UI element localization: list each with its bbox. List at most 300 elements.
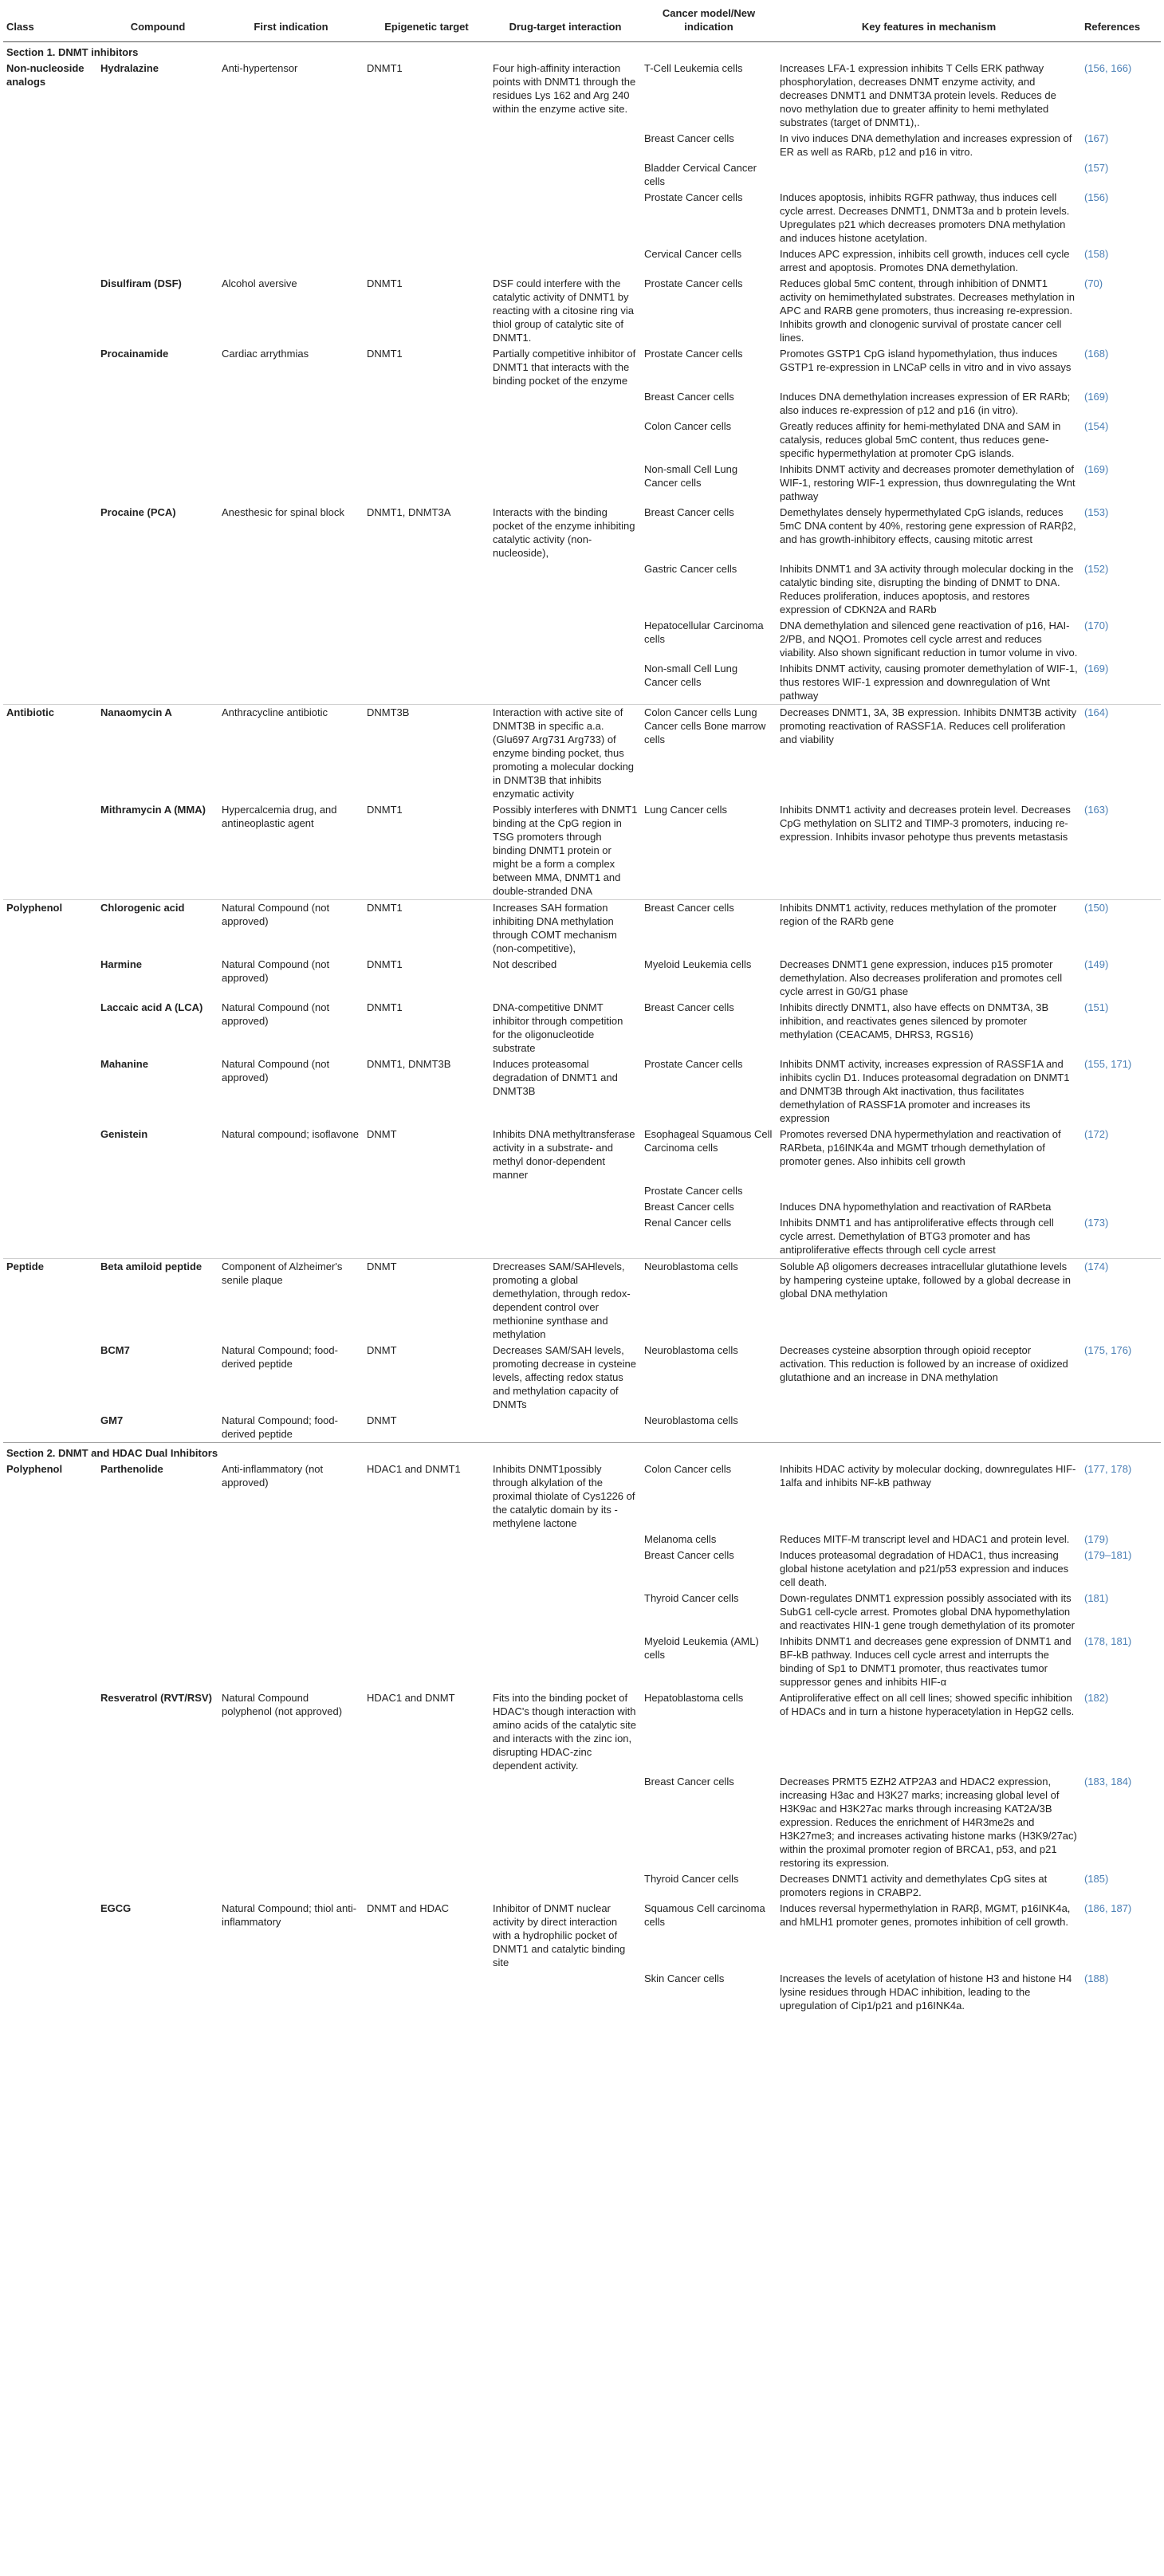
header-references: References (1081, 3, 1161, 42)
cell-drug-target-interaction (490, 1971, 641, 2014)
cell-first-indication (218, 462, 364, 505)
cell-compound (97, 561, 218, 618)
cell-epigenetic-target: DNMT1, DNMT3A (367, 506, 451, 518)
cell-epigenetic-target (364, 190, 490, 246)
cell-first-indication (218, 389, 364, 419)
cell-cancer-model: Breast Cancer cells (644, 1201, 734, 1213)
cell-references: (174) (1081, 1259, 1161, 1343)
cell-drug-target-interaction: Increases SAH formation inhibiting DNA methylation through COMT mechanism (non-competitive), (490, 900, 641, 958)
cell-key-features: Antiproliferative effect on all cell lines; showed specific inhibition of HDACs and in turn a histone hyperacetylation in HepG2 cells. (780, 1692, 1075, 1717)
cell-compound (97, 1774, 218, 1871)
cell-key-features: Decreases DNMT1, 3A, 3B expression. Inhibits DNMT3B activity promoting reactivation of RASSF1A. Reduces cell proliferation and viability (777, 705, 1081, 803)
table-row (3, 1774, 1161, 1871)
section-title: Section 2. DNMT and HDAC Dual Inhibitors (3, 1443, 1161, 1462)
cell-class (3, 389, 97, 419)
table-row (3, 1000, 1161, 1056)
cell-compound: Mithramycin A (MMA) (100, 804, 206, 816)
cell-cancer-model: Breast Cancer cells (644, 391, 734, 403)
cell-class (3, 462, 97, 505)
cell-first-indication (218, 1199, 364, 1215)
cell-class: Non-nucleoside analogs (6, 62, 85, 88)
cell-compound: Genistein (100, 1128, 148, 1140)
cell-class (3, 1634, 97, 1690)
cell-epigenetic-target: DNMT1 (367, 958, 403, 970)
cell-class (3, 1591, 97, 1634)
cell-drug-target-interaction (490, 160, 641, 190)
cell-key-features: Increases the levels of acetylation of histone H3 and histone H4 lysine residues through HDAC inhibition, leading to the upregulation of Cip1/p21 and p16INK4a. (780, 1972, 1072, 2012)
cell-epigenetic-target (364, 160, 490, 190)
cell-class (3, 561, 97, 618)
cell-cancer-model: Skin Cancer cells (644, 1972, 725, 1984)
table-row (3, 246, 1161, 276)
cell-cancer-model: Squamous Cell carcinoma cells (644, 1902, 765, 1928)
table-row (3, 1215, 1161, 1259)
cell-compound: Procaine (PCA) (100, 506, 176, 518)
cell-class (3, 1000, 97, 1056)
table-row (3, 561, 1161, 618)
cell-key-features: Inhibits DNMT activity, increases expression of RASSF1A and inhibits cyclin D1. Induces proteasomal degradation on DNMT1 and DNMT3B through Akt inactivation, thus facilitates demethylation of RASSF1A promoter and increases its expression (780, 1058, 1070, 1124)
cell-references: (157) (1084, 162, 1109, 174)
cell-first-indication (218, 160, 364, 190)
cell-compound (97, 618, 218, 661)
cell-key-features: Promotes GSTP1 CpG island hypomethylation, thus induces GSTP1 re-expression in LNCaP cells in vitro and in vivo assays (780, 348, 1072, 373)
cell-key-features: Reduces global 5mC content, through inhibition of DNMT1 activity on hemimethylated substrates. Decreases methylation in APC and RARB gene promoters, thus increasing re-expression. Inhibits growth and clonogenic survival of prostate cancer cell lines. (780, 277, 1075, 344)
cell-cancer-model: Non-small Cell Lung Cancer cells (644, 663, 738, 688)
cell-drug-target-interaction: Not described (493, 958, 557, 970)
cell-key-features: Decreases DNMT1 gene expression, induces p15 promoter demethylation. Also decreases proliferation and promotes cell cycle arrest in G0/G1 phase (780, 958, 1063, 997)
cell-cancer-model: Renal Cancer cells (644, 1217, 732, 1229)
cell-epigenetic-target (364, 1871, 490, 1901)
cell-cancer-model: Non-small Cell Lung Cancer cells (644, 463, 738, 489)
cell-compound (97, 419, 218, 462)
cell-class: Polyphenol (3, 900, 97, 958)
cell-references: (183, 184) (1084, 1776, 1132, 1787)
cell-key-features: Induces DNA hypomethylation and reactivation of RARbeta (780, 1201, 1052, 1213)
cell-references: (179–181) (1084, 1549, 1132, 1561)
cell-first-indication (218, 1971, 364, 2014)
cell-first-indication (218, 1591, 364, 1634)
table-row (3, 900, 1161, 958)
cell-references: (188) (1084, 1972, 1109, 1984)
cell-cancer-model: Breast Cancer cells (644, 1549, 734, 1561)
cell-first-indication (218, 1871, 364, 1901)
cell-compound: Procainamide (100, 348, 169, 360)
cell-class (3, 661, 97, 705)
cell-drug-target-interaction (490, 1774, 641, 1871)
cell-first-indication (218, 561, 364, 618)
cell-key-features: Induces APC expression, inhibits cell growth, induces cell cycle arrest and apoptosis. Promotes DNA demethylation. (780, 248, 1070, 273)
cell-references: (173) (1084, 1217, 1109, 1229)
cell-epigenetic-target (364, 661, 490, 705)
cell-class (3, 505, 97, 561)
cell-class (3, 1056, 97, 1127)
cell-key-features (777, 160, 1081, 190)
table-row (3, 661, 1161, 705)
cell-epigenetic-target (364, 131, 490, 160)
cell-class (3, 346, 97, 389)
table-body (3, 42, 1161, 2015)
cell-cancer-model: Colon Cancer cells Lung Cancer cells Bone marrow cells (641, 705, 777, 803)
table-row (3, 618, 1161, 661)
cell-epigenetic-target: DNMT (367, 1414, 397, 1426)
cell-cancer-model: T-Cell Leukemia cells (644, 62, 743, 74)
cell-key-features: Decreases cysteine absorption through opioid receptor activation. This reduction is followed by an increase of oxidized glutathione and an increase in DNA methylation (780, 1344, 1068, 1383)
cell-cancer-model: Thyroid Cancer cells (644, 1873, 739, 1885)
cell-key-features (777, 1183, 1081, 1199)
cell-compound (97, 1971, 218, 2014)
cell-cancer-model: Melanoma cells (644, 1533, 717, 1545)
table-row (3, 1199, 1161, 1215)
cell-drug-target-interaction (490, 661, 641, 705)
cell-class (3, 419, 97, 462)
cell-compound (97, 160, 218, 190)
table-row (3, 160, 1161, 190)
cell-compound (97, 246, 218, 276)
cell-first-indication: Natural Compound (not approved) (222, 1001, 330, 1027)
cell-key-features: Inhibits DNMT activity, causing promoter demethylation of WIF-1, thus restores WIF-1 expression and downregulation of Wnt pathway (780, 663, 1078, 702)
cell-first-indication (218, 1532, 364, 1548)
cell-class: Antibiotic (3, 705, 97, 803)
cell-cancer-model: Breast Cancer cells (641, 900, 777, 958)
cell-class (3, 802, 97, 900)
cell-epigenetic-target: DNMT1, DNMT3B (367, 1058, 451, 1070)
cell-references: (169) (1084, 391, 1109, 403)
cell-compound (97, 1199, 218, 1215)
cell-cancer-model: Prostate Cancer cells (644, 1185, 743, 1197)
table-row (3, 1634, 1161, 1690)
cell-epigenetic-target (364, 618, 490, 661)
table-row (3, 1901, 1161, 1971)
cell-first-indication (218, 1774, 364, 1871)
cell-class (3, 1971, 97, 2014)
table-row (3, 1532, 1161, 1548)
table-row (3, 1461, 1161, 1532)
cell-first-indication (218, 190, 364, 246)
header-key-features: Key features in mechanism (777, 3, 1081, 42)
cell-cancer-model: Esophageal Squamous Cell Carcinoma cells (644, 1128, 773, 1154)
cell-references (1081, 1199, 1161, 1215)
cell-key-features: Reduces MITF-M transcript level and HDAC1 and protein level. (780, 1533, 1070, 1545)
cell-first-indication (218, 1634, 364, 1690)
cell-compound: Parthenolide (100, 1463, 163, 1475)
cell-class: Polyphenol (6, 1463, 63, 1475)
cell-first-indication (218, 131, 364, 160)
cell-references: (152) (1084, 563, 1109, 575)
cell-cancer-model: Prostate Cancer cells (644, 191, 743, 203)
cell-drug-target-interaction: Inhibitor of DNMT nuclear activity by direct interaction with a hydrophilic pocket of DNMT1 and catalytic binding site (493, 1902, 626, 1968)
cell-cancer-model: Myeloid Leukemia cells (644, 958, 752, 970)
cell-class (3, 1690, 97, 1774)
cell-key-features: Increases LFA-1 expression inhibits T Cells ERK pathway phosphorylation, decreases DNMT enzyme activity, and decreases DNMT1 and DNMT3A protein levels. Reduces de novo methylation due to greater affinity to hemi methylated substrates (target of DNMT1),. (780, 62, 1056, 128)
cell-class (3, 1548, 97, 1591)
table-row (3, 1056, 1161, 1127)
cell-drug-target-interaction (490, 389, 641, 419)
header-class: Class (3, 3, 97, 42)
cell-drug-target-interaction (490, 190, 641, 246)
cell-compound (97, 389, 218, 419)
cell-epigenetic-target (364, 246, 490, 276)
cell-cancer-model: Hepatoblastoma cells (644, 1692, 744, 1704)
table-row (3, 61, 1161, 131)
cell-references: (155, 171) (1084, 1058, 1132, 1070)
cell-compound: EGCG (100, 1902, 132, 1914)
header-compound: Compound (97, 3, 218, 42)
cell-epigenetic-target: DNMT1 (367, 277, 403, 289)
cell-drug-target-interaction (490, 618, 641, 661)
cell-cancer-model: Bladder Cervical Cancer cells (644, 162, 757, 187)
cell-class (3, 246, 97, 276)
cell-first-indication (218, 1215, 364, 1259)
cell-cancer-model: Lung Cancer cells (644, 804, 728, 816)
cell-compound: Nanaomycin A (97, 705, 218, 803)
cell-references (1081, 1183, 1161, 1199)
cell-drug-target-interaction: Four high-affinity interaction points with DNMT1 through the residues Lys 162 and Arg 240 within the enzyme active site. (493, 62, 636, 115)
cell-compound (97, 131, 218, 160)
cell-key-features: Decreases PRMT5 EZH2 ATP2A3 and HDAC2 expression, increasing H3ac and H3K27 marks; increasing global level of H3K9ac and H3K27ac marks through increasing KAT2A/3B expression. Reduces the enrichment of H4R3me2s and H3K27me3; and increases activating histone marks (H3K9/27ac) within the proximal promoter region of BRCA1, p53, and p21 restoring its expression. (780, 1776, 1077, 1869)
cell-references: (168) (1084, 348, 1109, 360)
cell-drug-target-interaction: Interacts with the binding pocket of the enzyme inhibiting catalytic activity (non-nucleoside), (493, 506, 635, 559)
cell-drug-target-interaction (490, 561, 641, 618)
cell-references: (158) (1084, 248, 1109, 260)
cell-first-indication (218, 1548, 364, 1591)
cell-epigenetic-target: HDAC1 and DNMT1 (367, 1463, 461, 1475)
cell-cancer-model: Cervical Cancer cells (644, 248, 742, 260)
cell-key-features: Inhibits DNMT1 activity and decreases protein level. Decreases CpG methylation on SLIT2 and TIMP-3 promoters, inducing re-expression. Inhibits invasor pehotype thus prevents metastasis (780, 804, 1071, 843)
cell-references: (175, 176) (1084, 1344, 1132, 1356)
cell-key-features: Induces DNA demethylation increases expression of ER RARb; also induces re-expression of p12 and p16 (in vitro). (780, 391, 1071, 416)
table-row (3, 389, 1161, 419)
cell-compound: Disulfiram (DSF) (100, 277, 182, 289)
cell-cancer-model: Thyroid Cancer cells (644, 1592, 739, 1604)
cell-key-features: Induces apoptosis, inhibits RGFR pathway, thus induces cell cycle arrest. Decreases DNMT1, DNMT3a and b protein levels. Upregulates p21 which decreases promoters DNA methylation and induces histone acetylation. (780, 191, 1070, 244)
cell-class (3, 1127, 97, 1183)
cell-epigenetic-target (364, 1548, 490, 1591)
table-row (3, 1343, 1161, 1413)
cell-compound (97, 1591, 218, 1634)
cell-references: (177, 178) (1084, 1463, 1132, 1475)
table-row (3, 1127, 1161, 1183)
cell-references: (186, 187) (1084, 1902, 1132, 1914)
cell-class (3, 160, 97, 190)
cell-cancer-model: Neuroblastoma cells (644, 1344, 738, 1356)
cell-first-indication: Anti-hypertensor (222, 62, 298, 74)
cell-epigenetic-target (364, 1634, 490, 1690)
cell-key-features: Inhibits DNMT1 and has antiproliferative effects through cell cycle arrest. Demethylation of BTG3 promoter and has antiproliferative effects through cell cycle arrest (780, 1217, 1054, 1256)
cell-cancer-model: Breast Cancer cells (644, 1001, 734, 1013)
table-row (3, 505, 1161, 561)
cell-drug-target-interaction: Inhibits DNMT1possibly through alkylation of the proximal thiolate of Cys1226 of the catalytic domain by its -methylene lactone (493, 1463, 635, 1529)
cell-references: (149) (1084, 958, 1109, 970)
table-row (3, 1183, 1161, 1199)
cell-drug-target-interaction: Interaction with active site of DNMT3B in specific a.a. (Glu697 Arg731 Arg733) of enzyme binding pocket, thus promoting a molecular docking in DNMT3B that inhibits enzymatic activity (490, 705, 641, 803)
cell-key-features: Induces proteasomal degradation of HDAC1, thus increasing global histone acetylation and p21/p53 expression and induces cell death. (780, 1549, 1069, 1588)
cell-epigenetic-target: DNMT1 (367, 804, 403, 816)
cell-epigenetic-target (364, 419, 490, 462)
cell-drug-target-interaction: Inhibits DNA methyltransferase activity in a substrate- and methyl donor-dependent manner (493, 1128, 635, 1181)
cell-epigenetic-target (364, 1215, 490, 1259)
cell-key-features: Inhibits DNMT1 activity, reduces methylation of the promoter region of the RARb gene (777, 900, 1081, 958)
cell-class (3, 1901, 97, 1971)
cell-key-features: Down-regulates DNMT1 expression possibly associated with its SubG1 cell-cycle arrest. Promotes global DNA hypomethylation and reactivates HIN-1 gene trough demethylation of its promoter (780, 1592, 1075, 1631)
cell-epigenetic-target (364, 1532, 490, 1548)
cell-epigenetic-target: HDAC1 and DNMT (367, 1692, 455, 1704)
cell-key-features: Soluble Aβ oligomers decreases intracellular glutathione levels by hampering cysteine uptake, followed by a global decrease in global DNA methylation (777, 1259, 1081, 1343)
table-row (3, 957, 1161, 1000)
cell-first-indication: Hypercalcemia drug, and antineoplastic agent (222, 804, 337, 829)
cell-epigenetic-target: DNMT (364, 1259, 490, 1343)
cell-first-indication: Natural compound; isoflavone (222, 1128, 359, 1140)
cell-key-features: Promotes reversed DNA hypermethylation and reactivation of RARbeta, p16INK4a and MGMT trhough demethylation of promoter genes. Also inhibits cell growth (780, 1128, 1061, 1167)
cell-compound (97, 1532, 218, 1548)
cell-drug-target-interaction: DSF could interfere with the catalytic activity of DNMT1 by reacting with a citosine ring via thiol group of catalytic site of DNMT1. (493, 277, 635, 344)
cell-references: (169) (1084, 663, 1109, 674)
cell-references: (150) (1081, 900, 1161, 958)
cell-compound: Harmine (100, 958, 143, 970)
cell-compound: Hydralazine (100, 62, 159, 74)
cell-key-features: Inhibits DNMT activity and decreases promoter demethylation of WIF-1, restoring WIF-1 expression, thus downregulating the Wnt pathway (780, 463, 1076, 502)
cell-compound (97, 1634, 218, 1690)
cell-references: (181) (1084, 1592, 1109, 1604)
cell-epigenetic-target (364, 1199, 490, 1215)
cell-first-indication: Natural Compound; thiol anti-inflammatory (222, 1902, 357, 1928)
cell-drug-target-interaction (490, 131, 641, 160)
cell-cancer-model: Prostate Cancer cells (644, 1058, 743, 1070)
cell-first-indication: Natural Compound; food-derived peptide (222, 1414, 338, 1440)
cell-first-indication: Natural Compound; food-derived peptide (222, 1344, 338, 1370)
cell-first-indication (218, 661, 364, 705)
cell-drug-target-interaction: Partially competitive inhibitor of DNMT1 that interacts with the binding pocket of the enzyme (493, 348, 636, 387)
cell-class (3, 1774, 97, 1871)
cell-key-features: In vivo induces DNA demethylation and increases expression of ER as well as RARb, p12 and p16 in vitro. (780, 132, 1072, 158)
section-title: Section 1. DNMT inhibitors (6, 46, 139, 58)
cell-class (3, 1532, 97, 1548)
cell-epigenetic-target: DNMT3B (364, 705, 490, 803)
cell-first-indication (218, 1183, 364, 1199)
table-row (3, 1971, 1161, 2014)
cell-drug-target-interaction (490, 1591, 641, 1634)
cell-epigenetic-target: DNMT1 (367, 1001, 403, 1013)
cell-cancer-model: Neuroblastoma cells (641, 1259, 777, 1343)
cell-drug-target-interaction: Decreases SAM/SAH levels, promoting decrease in cysteine levels, affecting redox status and methylation capacity of DNMTs (493, 1344, 636, 1410)
cell-compound (97, 1215, 218, 1259)
cell-class (3, 957, 97, 1000)
cell-first-indication: Natural Compound polyphenol (not approved) (222, 1692, 343, 1717)
cell-class (3, 190, 97, 246)
cell-references: (70) (1084, 277, 1103, 289)
cell-cancer-model: Neuroblastoma cells (644, 1414, 738, 1426)
cell-epigenetic-target (364, 1591, 490, 1634)
table-row (3, 802, 1161, 900)
cell-drug-target-interaction (490, 1413, 641, 1443)
cell-epigenetic-target: DNMT1 (367, 348, 403, 360)
cell-epigenetic-target (364, 1774, 490, 1871)
cell-references: (169) (1084, 463, 1109, 475)
cell-references (1081, 1413, 1161, 1443)
header-first-indication: First indication (218, 3, 364, 42)
cell-references: (185) (1084, 1873, 1109, 1885)
cell-epigenetic-target (364, 1971, 490, 2014)
cell-first-indication: Anthracycline antibiotic (218, 705, 364, 803)
table-row (3, 705, 1161, 803)
cell-references: (156) (1084, 191, 1109, 203)
cell-drug-target-interaction (490, 419, 641, 462)
table-row (3, 276, 1161, 346)
cell-compound: Laccaic acid A (LCA) (100, 1001, 203, 1013)
cell-drug-target-interaction (490, 246, 641, 276)
cell-cancer-model: Colon Cancer cells (644, 420, 732, 432)
cell-references: (178, 181) (1084, 1635, 1132, 1647)
cell-first-indication: Component of Alzheimer's senile plaque (218, 1259, 364, 1343)
cell-compound: Resveratrol (RVT/RSV) (100, 1692, 212, 1704)
cell-compound (97, 1548, 218, 1591)
cell-compound (97, 1183, 218, 1199)
table-row (3, 1871, 1161, 1901)
cell-first-indication: Cardiac arrythmias (222, 348, 309, 360)
cell-compound (97, 190, 218, 246)
cell-class (3, 1215, 97, 1259)
cell-drug-target-interaction (490, 1183, 641, 1199)
cell-epigenetic-target: DNMT1 (364, 900, 490, 958)
cell-drug-target-interaction (490, 1532, 641, 1548)
header-row (3, 3, 1161, 42)
cell-epigenetic-target: DNMT1 (367, 62, 403, 74)
cell-cancer-model: Hepatocellular Carcinoma cells (644, 619, 764, 645)
cell-epigenetic-target (364, 462, 490, 505)
cell-key-features: DNA demethylation and silenced gene reactivation of p16, HAI-2/PB, and NQO1. Promotes cell cycle arrest and reduces viability. Also shown significant reduction in tumor volume in vivo. (780, 619, 1078, 659)
cell-references: (179) (1084, 1533, 1109, 1545)
cell-first-indication (218, 246, 364, 276)
cell-first-indication: Natural Compound (not approved) (222, 958, 330, 984)
cell-key-features: Inhibits DNMT1 and 3A activity through molecular docking in the catalytic binding site, disrupting the binding of DNMT to DNA. Reduces proliferation, induces apoptosis, and restores expression of CDKN2A and RARb (780, 563, 1074, 615)
cell-class (3, 1413, 97, 1443)
cell-key-features: Decreases DNMT1 activity and demethylates CpG sites at promoters regions in CRABP2. (780, 1873, 1048, 1898)
cell-references: (167) (1084, 132, 1109, 144)
cell-references: (182) (1084, 1692, 1109, 1704)
cell-drug-target-interaction (490, 1215, 641, 1259)
cell-drug-target-interaction: DNA-competitive DNMT inhibitor through competition for the oligonucleotide substrate (493, 1001, 623, 1054)
cell-class (3, 1871, 97, 1901)
section-1-header (3, 42, 1161, 61)
table-row (3, 1413, 1161, 1443)
cell-key-features: Greatly reduces affinity for hemi-methylated DNA and SAM in catalysis, reduces global 5mC content, thus reduces gene-specific hypermethylation at promoter CpG islands. (780, 420, 1061, 459)
table-row (3, 1548, 1161, 1591)
cell-class (3, 131, 97, 160)
table-row (3, 131, 1161, 160)
cell-drug-target-interaction: Possibly interferes with DNMT1 binding at the CpG region in TSG promoters through binding DNMT1 protein or might be a form a complex between MMA, DNMT1 and double-stranded DNA (493, 804, 638, 897)
cell-drug-target-interaction: Drecreases SAM/SAHlevels, promoting a global demethylation, through redox-dependent control over methionine synthase and methylation (490, 1259, 641, 1343)
cell-key-features: Induces reversal hypermethylation in RARβ, MGMT, p16INK4a, and hMLH1 promoter genes, promotes inhibition of cell growth. (780, 1902, 1071, 1928)
header-cancer-model: Cancer model/New indication (641, 3, 777, 42)
table-row (3, 419, 1161, 462)
cell-first-indication (218, 618, 364, 661)
cell-class (3, 1343, 97, 1413)
cell-class: Peptide (3, 1259, 97, 1343)
compound-table (3, 3, 1161, 2014)
cell-drug-target-interaction (490, 1199, 641, 1215)
cell-cancer-model: Myeloid Leukemia (AML) cells (644, 1635, 759, 1661)
table-row (3, 462, 1161, 505)
cell-cancer-model: Breast Cancer cells (644, 506, 734, 518)
table-row (3, 346, 1161, 389)
cell-epigenetic-target (364, 1183, 490, 1199)
cell-first-indication: Alcohol aversive (222, 277, 297, 289)
cell-compound: Mahanine (100, 1058, 148, 1070)
cell-compound (97, 661, 218, 705)
table-row (3, 190, 1161, 246)
cell-compound: Beta amiloid peptide (97, 1259, 218, 1343)
cell-references: (156, 166) (1084, 62, 1132, 74)
cell-first-indication: Natural Compound (not approved) (222, 1058, 330, 1083)
